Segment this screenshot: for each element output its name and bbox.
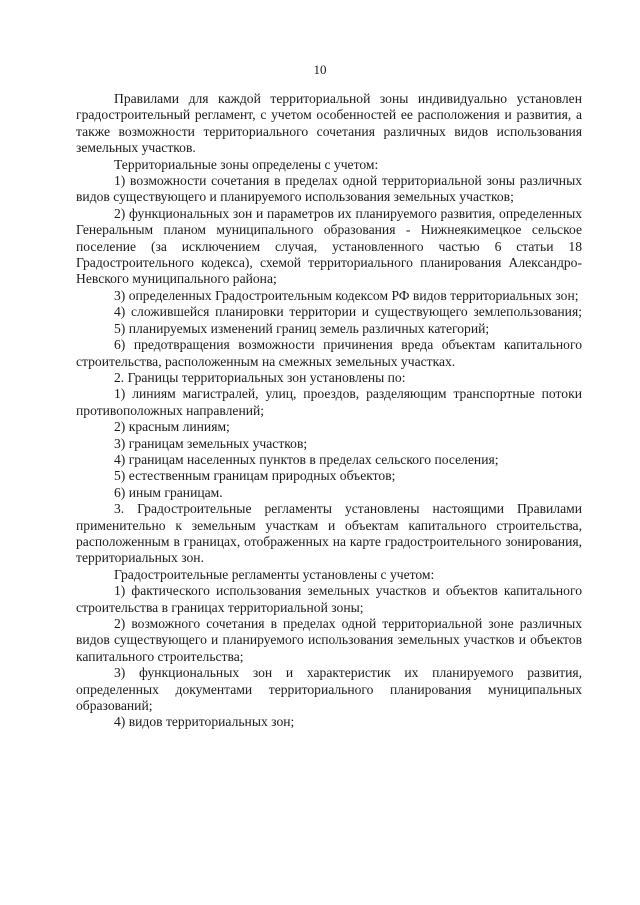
paragraph-zones-heading: Территориальные зоны определены с учетом: <box>114 156 379 172</box>
regulations-item-3: 3) функциональных зон и характеристик их планируемого развития, определенных документами территориального планирования муниципальных образований; <box>76 665 582 714</box>
zones-item-1: 1) возможности сочетания в пределах одной территориальной зоны различных видов существующего и планируемого использования земельных участков; <box>76 173 582 205</box>
boundaries-item-5: 5) естественным границам природных объектов; <box>114 468 396 484</box>
boundaries-item-3: 3) границам земельных участков; <box>114 435 308 451</box>
regulations-item-1: 1) фактического использования земельных участков и объектов капитального строительства в границах территориальной зоны; <box>76 583 582 615</box>
regulations-item-4: 4) видов территориальных зон; <box>114 714 295 730</box>
zones-item-4: 4) сложившейся планировки территории и существующего землепользования; <box>114 304 582 320</box>
paragraph-intro: Правилами для каждой территориальной зоны индивидуально установлен градостроительный регламент, с учетом особенностей ее расположения и развития, а также возможности территориального сочетания различных видов использования земельных участков. <box>76 91 582 156</box>
document-body <box>76 91 582 731</box>
regulations-item-2: 2) возможного сочетания в пределах одной территориальной зоне различных видов существующего и планируемого использования земельных участков и объектов капитального строительства; <box>76 616 582 664</box>
zones-item-2: 2) функциональных зон и параметров их планируемого развития, определенных Генеральным планом муниципального образования - Нижнеякимецкое сельское поселение (за исключением случая, установленного частью 6 статьи 18 Градостроительного кодекса), схемой территориального планирования Александро-Невского муниципального района; <box>76 205 582 287</box>
paragraph-regulations: 3. Градостроительные регламенты установлены настоящими Правилами применительно к земельным участкам и объектам капитального строительства, расположенным в границах, отображенных на карте градостроительного зонирования, территориальных зон. <box>76 501 582 566</box>
zones-item-3: 3) определенных Градостроительным кодексом РФ видов территориальных зон; <box>114 287 579 303</box>
boundaries-item-2: 2) красным линиям; <box>114 419 230 435</box>
paragraph-boundaries-heading: 2. Границы территориальных зон установлены по: <box>114 369 406 385</box>
boundaries-item-1: 1) линиям магистралей, улиц, проездов, разделяющим транспортные потоки противоположных направлений; <box>76 386 582 418</box>
zones-item-5: 5) планируемых изменений границ земель различных категорий; <box>114 320 490 336</box>
boundaries-item-4: 4) границам населенных пунктов в пределах сельского поселения; <box>114 451 499 467</box>
page-number: 10 <box>313 62 327 77</box>
boundaries-item-6: 6) иным границам. <box>114 484 223 500</box>
paragraph-regulations-heading: Градостроительные регламенты установлены с учетом: <box>114 566 435 582</box>
zones-item-6: 6) предотвращения возможности причинения вреда объектам капитального строительства, расположенным на смежных земельных участках. <box>76 337 582 369</box>
